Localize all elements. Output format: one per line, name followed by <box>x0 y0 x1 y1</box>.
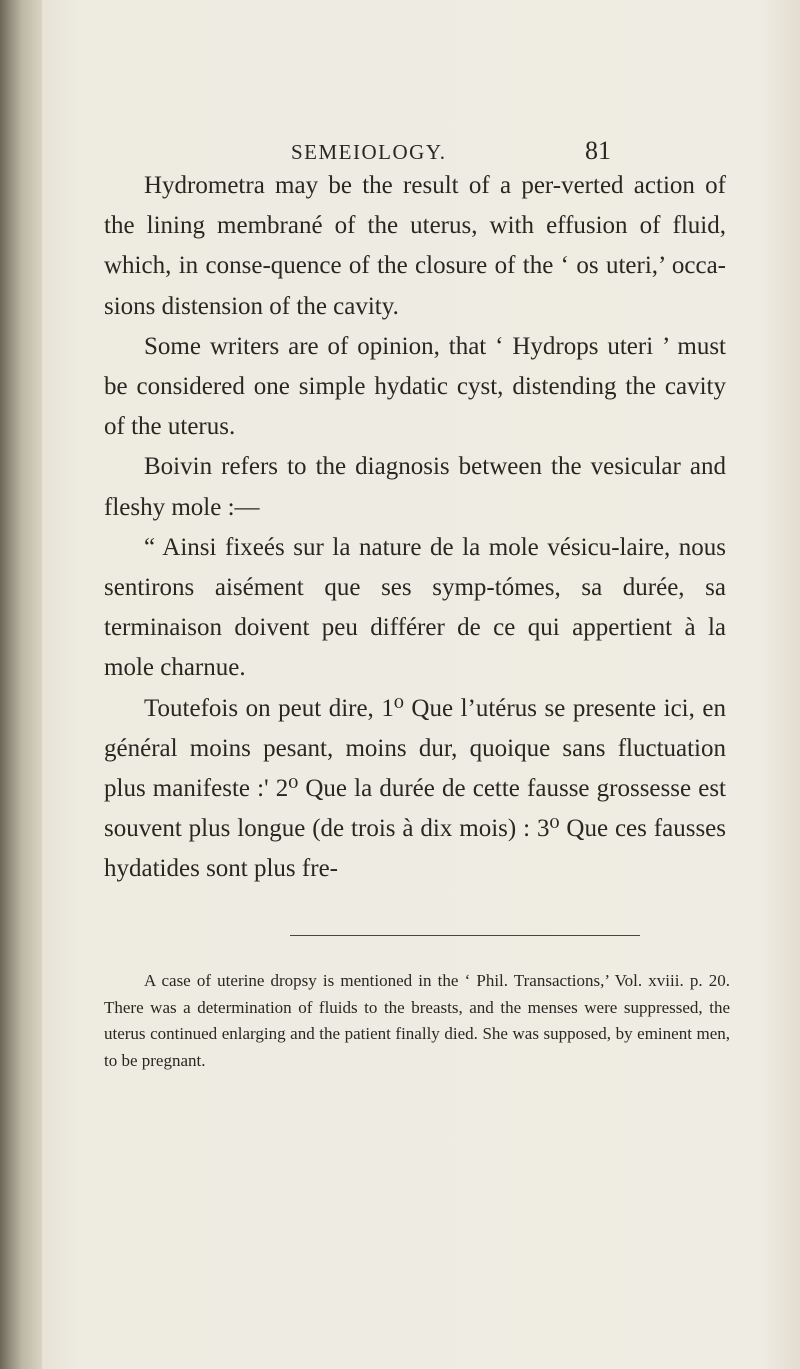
page-number: 81 <box>585 136 611 165</box>
paragraph-quote-opening: “ Ainsi fixeés sur la nature de la mole vésicu-laire, nous sentirons aisément que ses symp-tómes, sa durée, sa terminaison doivent peu différer de ce qui appertient à la mole charnue. <box>104 533 726 682</box>
footnote-text: A case of uterine dropsy is mentioned in the ‘ Phil. Transactions,’ Vol. xviii. p. 20. There was a determination of fluids to the breasts, and the menses were suppressed, the uterus continued enlarging and the patient finally died. She was supposed, by eminent men, to be pregnant. <box>104 971 730 1070</box>
paragraph-quote-continued: Toutefois on peut dire, 1⁰ Que l’utérus se presente ici, en général moins pesant, moins dur, quoique sans fluctuation plus manifeste :' 2⁰ Que la durée de cette fausse grossesse est souvent plus longue (de trois à dix mois) : 3⁰ Que ces fausses hydatides sont plus fre- <box>104 694 726 883</box>
paragraph-hydrometra: Hydrometra may be the result of a per-verted action of the lining membrané of the uterus, with effusion of fluid, which, in conse-quence of the closure of the ‘ os uteri,’ occa-sions distension of the cavity. <box>104 172 726 320</box>
body-text <box>104 166 726 890</box>
footnote-divider <box>290 935 640 936</box>
book-spine-shadow <box>0 0 42 1369</box>
running-head: SEMEIOLOGY. <box>291 140 447 164</box>
footnote <box>104 968 730 1074</box>
paragraph-hydrops-uteri: Some writers are of opinion, that ‘ Hydrops uteri ’ must be considered one simple hydatic cyst, distending the cavity of the uterus. <box>104 332 726 441</box>
paragraph-boivin: Boivin refers to the diagnosis between the vesicular and fleshy mole :— <box>104 453 726 521</box>
